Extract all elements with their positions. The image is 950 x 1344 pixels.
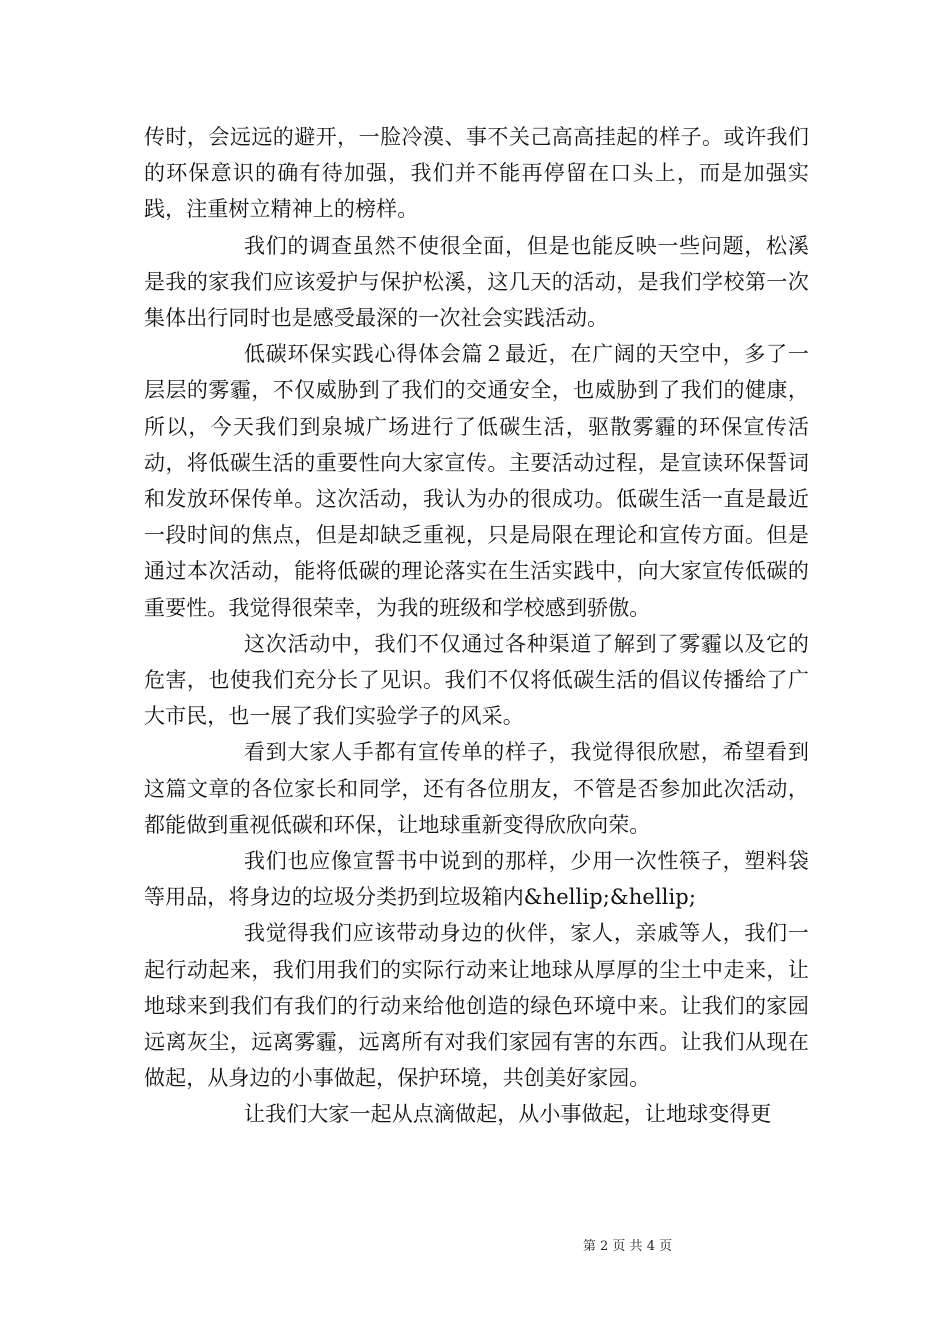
paragraph: 让我们大家一起从点滴做起，从小事做起，让地球变得更 — [244, 1102, 772, 1127]
paragraph: 低碳环保实践心得体会篇２最近，在广阔的天空中，多了一层层的雾霾，不仅威胁到了我们的交通安全，也威胁到了我们的健康，所以，今天我们到泉城广场进行了低碳生活，驱散雾霾的环保宣传活动，将低碳生活的重要性向大家宣传。主要活动过程，是宣读环保誓词和发放环保传单。这次活动，我认为办的很成功。低碳生活一直是最近一段时间的焦点，但是却缺乏重视，只是局限在理论和宣传方面。但是通过本次活动，能将低碳的理论落实在生活实践中，向大家宣传低碳的重要性。我觉得很荣幸，为我的班级和学校感到骄傲。 — [144, 342, 809, 620]
paragraph: 看到大家人手都有宣传单的样子，我觉得很欣慰，希望看到这篇文章的各位家长和同学，还有各位朋友，不管是否参加此次活动，都能做到重视低碳和环保，让地球重新变得欣欣向荣。 — [144, 740, 809, 837]
paragraph: 我们也应像宣誓书中说到的那样，少用一次性筷子，塑料袋等用品，将身边的垃圾分类扔到垃圾箱内&hellip;&hellip; — [144, 849, 809, 910]
paragraph: 传时，会远远的避开，一脸冷漠、事不关己高高挂起的样子。或许我们的环保意识的确有待加强，我们并不能再停留在口头上，而是加强实践，注重树立精神上的榜样。 — [144, 125, 809, 222]
page-footer: 第 2 页 共 4 页 — [582, 1239, 673, 1254]
paragraph: 我们的调查虽然不使很全面，但是也能反映一些问题，松溪是我的家我们应该爱护与保护松溪，这几天的活动，是我们学校第一次集体出行同时也是感受最深的一次社会实践活动。 — [144, 233, 809, 331]
paragraph: 这次活动中，我们不仅通过各种渠道了解到了雾霾以及它的危害，也使我们充分长了见识。我们不仅将低碳生活的倡议传播给了广大市民，也一展了我们实验学子的风采。 — [144, 631, 809, 729]
paragraph: 我觉得我们应该带动身边的伙伴，家人，亲戚等人，我们一起行动起来，我们用我们的实际行动来让地球从厚厚的尘土中走来，让地球来到我们有我们的行动来给他创造的绿色环境中来。让我们的家园远离灰尘，远离雾霾，远离所有对我们家园有害的东西。让我们从现在做起，从身边的小事做起，保护环境，共创美好家园。 — [144, 921, 809, 1091]
body-text — [144, 119, 809, 1133]
